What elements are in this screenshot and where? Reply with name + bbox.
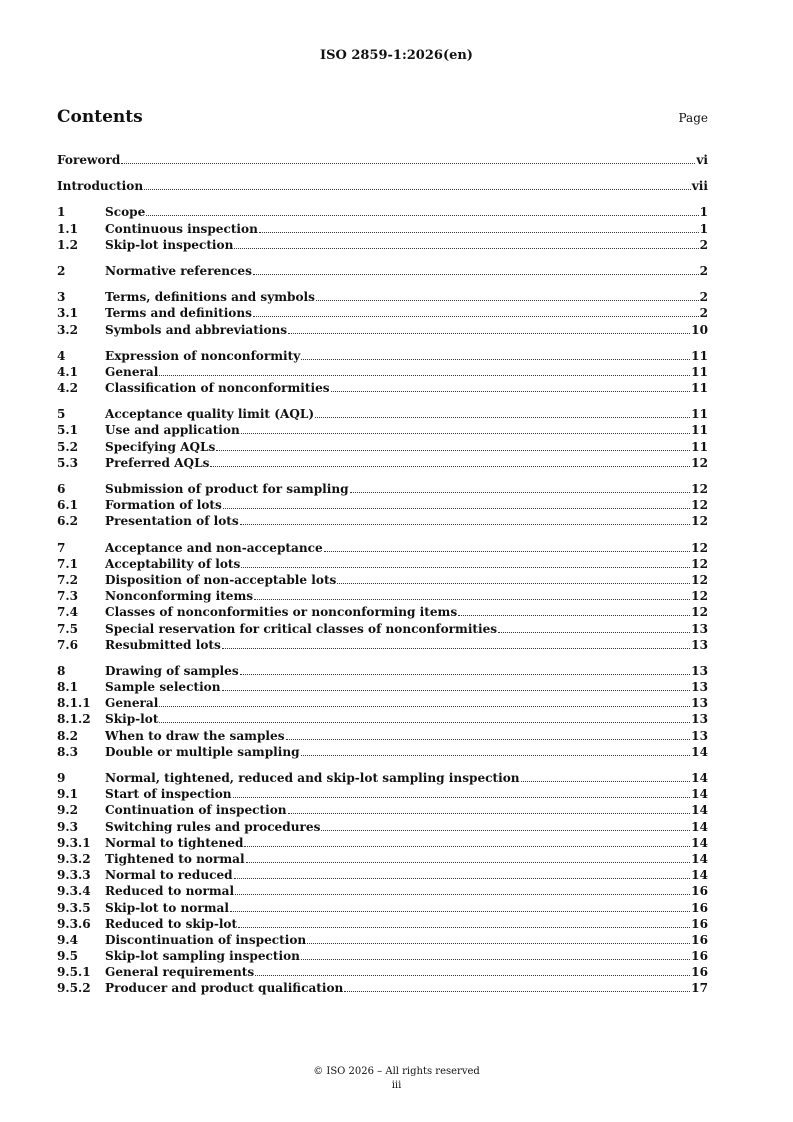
- toc-entry-page: 11: [691, 407, 708, 422]
- toc-entry-number: 8.1.1: [57, 696, 91, 711]
- toc-entry-page: 16: [691, 932, 708, 947]
- toc-entry-title: Double or multiple sampling: [105, 744, 300, 759]
- toc-dot-leader: [259, 231, 699, 233]
- toc-entry[interactable]: [57, 497, 708, 513]
- toc-entry-title: General requirements: [105, 965, 255, 980]
- toc-entry-number: 8.1.2: [57, 712, 91, 727]
- toc-entry[interactable]: [57, 221, 708, 237]
- toc-entry[interactable]: [57, 540, 708, 556]
- toc-entry-title: Skip-lot inspection: [105, 237, 234, 252]
- toc-entry[interactable]: [57, 802, 708, 818]
- toc-entry-page: 16: [691, 949, 708, 964]
- toc-entry-page: 12: [691, 455, 708, 470]
- toc-entry-title: Acceptance quality limit (AQL): [105, 407, 315, 422]
- toc-entry[interactable]: [57, 455, 708, 471]
- toc-group: [57, 770, 708, 997]
- toc-entry-title: Specifying AQLs: [105, 439, 216, 454]
- toc-entry[interactable]: [57, 439, 708, 455]
- toc-dot-leader: [315, 416, 690, 418]
- toc-entry-page: 12: [691, 589, 708, 604]
- toc-entry-title: Sample selection: [105, 680, 221, 695]
- toc-dot-leader: [159, 721, 690, 723]
- toc-entry-number: 7.3: [57, 589, 79, 604]
- toc-entry[interactable]: [57, 851, 708, 867]
- toc-entry-page: 16: [691, 965, 708, 980]
- toc-entry-number: 1: [57, 205, 66, 220]
- toc-entry-title: Skip-lot: [105, 712, 159, 727]
- toc-dot-leader: [234, 247, 698, 249]
- toc-entry-number: 7.1: [57, 556, 79, 571]
- toc-group: [57, 204, 708, 253]
- toc-entry-title: Use and application: [105, 423, 240, 438]
- toc-entry-page: 2: [699, 290, 708, 305]
- toc-group: [57, 406, 708, 471]
- toc-entry-page: 13: [691, 680, 708, 695]
- toc-entry-number: 3.1: [57, 306, 79, 321]
- toc-entry-number: 9.3.3: [57, 868, 91, 883]
- toc-entry-page: 14: [691, 835, 708, 850]
- toc-entry-number: 5.3: [57, 455, 79, 470]
- toc-entry-number: 7.2: [57, 572, 79, 587]
- toc-entry-title: Reduced to skip-lot: [105, 916, 238, 931]
- toc-dot-leader: [321, 829, 690, 831]
- toc-entry[interactable]: [57, 711, 708, 727]
- toc-dot-leader: [301, 358, 690, 360]
- toc-entry-title: Drawing of samples: [105, 663, 239, 678]
- toc-entry-page: 1: [699, 205, 708, 220]
- toc-entry[interactable]: [57, 263, 708, 279]
- toc-entry-number: 5: [57, 407, 66, 422]
- toc-entry-title: Acceptance and non-acceptance: [105, 540, 323, 555]
- toc-entry-page: 16: [691, 884, 708, 899]
- toc-entry[interactable]: [57, 556, 708, 572]
- toc-entry-title: Acceptability of lots: [105, 556, 241, 571]
- contents-heading: Contents: [57, 107, 143, 127]
- toc-entry-number: 9.5.2: [57, 981, 91, 996]
- toc-entry[interactable]: [57, 819, 708, 835]
- toc-entry-number: 7: [57, 540, 66, 555]
- toc-entry-page: vii: [691, 179, 708, 194]
- toc-entry-title: Skip-lot to normal: [105, 900, 229, 915]
- toc-entry[interactable]: [57, 178, 708, 194]
- toc-entry-page: 12: [691, 514, 708, 529]
- toc-entry-page: 12: [691, 572, 708, 587]
- toc-dot-leader: [241, 566, 690, 568]
- toc-entry-number: 8.3: [57, 744, 79, 759]
- toc-entry-number: 4.2: [57, 381, 79, 396]
- toc-entry-page: 14: [691, 851, 708, 866]
- toc-dot-leader: [223, 507, 690, 509]
- toc-entry-title: Classification of nonconformities: [105, 381, 330, 396]
- toc-entry[interactable]: [57, 305, 708, 321]
- toc-entry-page: 11: [691, 423, 708, 438]
- toc-entry-page: 11: [691, 348, 708, 363]
- toc-dot-leader: [216, 449, 690, 451]
- toc-dot-leader: [350, 491, 691, 493]
- toc-entry[interactable]: [57, 770, 708, 786]
- toc-entry-number: 6: [57, 482, 66, 496]
- toc-dot-leader: [458, 614, 690, 616]
- toc-entry[interactable]: [57, 621, 708, 637]
- toc-entry-page: 2: [699, 263, 708, 278]
- toc-dot-leader: [240, 673, 691, 675]
- toc-entry[interactable]: [57, 513, 708, 529]
- toc-dot-leader: [234, 877, 691, 879]
- toc-entry[interactable]: [57, 728, 708, 744]
- document-header: ISO 2859-1:2026(en): [320, 48, 473, 63]
- toc-entry-title: Classes of nonconformities or nonconforming items: [105, 605, 458, 620]
- toc-entry[interactable]: [57, 883, 708, 899]
- toc-entry[interactable]: [57, 406, 708, 422]
- toc-group: [57, 348, 708, 397]
- toc-entry-title: Formation of lots: [105, 498, 222, 513]
- toc-entry-number: 1.2: [57, 237, 79, 252]
- toc-entry-number: 9.5: [57, 949, 79, 964]
- toc-dot-leader: [301, 754, 691, 756]
- toc-entry-title: Disposition of non-acceptable lots: [105, 572, 337, 587]
- toc-entry-number: 9.3.6: [57, 916, 91, 931]
- toc-entry-title: Switching rules and procedures: [105, 819, 321, 834]
- toc-entry-number: 4: [57, 348, 66, 363]
- toc-dot-leader: [238, 926, 690, 928]
- toc-entry-page: 16: [691, 900, 708, 915]
- toc-entry-number: 8.2: [57, 728, 79, 743]
- toc-entry-title: Symbols and abbreviations: [105, 322, 288, 337]
- toc-group: [57, 289, 708, 338]
- toc-entry-page: 12: [691, 482, 708, 496]
- toc-entry-page: 14: [691, 744, 708, 759]
- toc-entry-title: Reduced to normal: [105, 884, 235, 899]
- toc-entry-page: 13: [691, 621, 708, 636]
- toc-dot-leader: [521, 780, 691, 782]
- toc-dot-leader: [254, 598, 690, 600]
- toc-entry-title: Expression of nonconformity: [105, 348, 301, 363]
- toc-entry-page: 2: [699, 237, 708, 252]
- toc-entry[interactable]: [57, 948, 708, 964]
- toc-entry[interactable]: [57, 322, 708, 338]
- toc-entry-page: 11: [691, 439, 708, 454]
- toc-entry-number: 5.2: [57, 439, 79, 454]
- toc-entry-number: 7.4: [57, 605, 79, 620]
- toc-dot-leader: [244, 845, 690, 847]
- toc-dot-leader: [324, 550, 690, 552]
- toc-entry-page: 14: [691, 787, 708, 802]
- toc-dot-leader: [222, 689, 691, 691]
- toc-entry[interactable]: [57, 663, 708, 679]
- toc-entry-number: 7.5: [57, 621, 79, 636]
- toc-dot-leader: [255, 974, 690, 976]
- toc-entry[interactable]: [57, 964, 708, 980]
- toc-dot-leader: [307, 942, 690, 944]
- toc-entry[interactable]: [57, 348, 708, 364]
- toc-entry-page: 12: [691, 556, 708, 571]
- toc-dot-leader: [316, 299, 699, 301]
- toc-entry[interactable]: [57, 364, 708, 380]
- toc-entry-title: Special reservation for critical classes of nonconformities: [105, 621, 498, 636]
- toc-entry-title: Foreword: [57, 153, 121, 167]
- toc-entry[interactable]: [57, 588, 708, 604]
- toc-entry-title: Presentation of lots: [105, 514, 239, 529]
- toc-entry[interactable]: [57, 679, 708, 695]
- toc-entry-page: 12: [691, 605, 708, 620]
- toc-entry-title: Preferred AQLs: [105, 455, 210, 470]
- toc-entry-number: 9.3.1: [57, 835, 91, 850]
- toc-entry-title: Continuation of inspection: [105, 803, 287, 818]
- toc-dot-leader: [222, 647, 690, 649]
- toc-entry-number: 9.5.1: [57, 965, 91, 980]
- toc-entry-title: Discontinuation of inspection: [105, 932, 307, 947]
- toc-entry-page: 2: [699, 306, 708, 321]
- toc-entry-title: Resubmitted lots: [105, 637, 221, 652]
- toc-entry-number: 1.1: [57, 221, 79, 236]
- toc-entry-title: When to draw the samples: [105, 728, 285, 743]
- toc-entry-title: Continuous inspection: [105, 221, 258, 236]
- toc-entry-page: 14: [691, 819, 708, 834]
- toc-entry-title: Nonconforming items: [105, 589, 254, 604]
- toc-entry[interactable]: [57, 289, 708, 305]
- copyright-notice: © ISO 2026 – All rights reserved: [313, 1066, 480, 1077]
- toc-entry-page: 13: [691, 712, 708, 727]
- toc-entry-title: Skip-lot sampling inspection: [105, 949, 300, 964]
- toc-entry-page: 1: [699, 221, 708, 236]
- toc-entry-page: 11: [691, 381, 708, 396]
- toc-dot-leader: [241, 432, 690, 434]
- toc-entry[interactable]: [57, 835, 708, 851]
- toc-entry-number: 9: [57, 771, 66, 785]
- toc-entry-number: 9.3: [57, 819, 79, 834]
- toc-entry-number: 9.3.4: [57, 884, 91, 899]
- toc-dot-leader: [121, 162, 695, 164]
- toc-group: [57, 178, 708, 194]
- toc-entry[interactable]: [57, 604, 708, 620]
- toc-entry-number: 8: [57, 663, 66, 678]
- toc-entry-title: Scope: [105, 205, 146, 220]
- toc-entry-number: 3: [57, 290, 66, 305]
- toc-dot-leader: [253, 315, 699, 317]
- toc-group: [57, 663, 708, 760]
- toc-dot-leader: [144, 188, 691, 190]
- toc-entry[interactable]: [57, 786, 708, 802]
- toc-entry-title: Submission of product for sampling: [105, 482, 349, 496]
- toc-group: [57, 263, 708, 279]
- toc-entry-number: 9.3.5: [57, 900, 91, 915]
- toc-entry-number: 2: [57, 263, 66, 278]
- toc-entry-page: 13: [691, 663, 708, 678]
- toc-entry-title: General: [105, 364, 159, 379]
- toc-entry[interactable]: [57, 695, 708, 711]
- toc-entry-page: 14: [691, 803, 708, 818]
- toc-dot-leader: [246, 861, 691, 863]
- toc-entry-number: 6.1: [57, 498, 79, 513]
- toc-entry-title: Normal to tightened: [105, 835, 244, 850]
- toc-entry-page: 13: [691, 696, 708, 711]
- toc-entry[interactable]: [57, 204, 708, 220]
- toc-dot-leader: [286, 738, 691, 740]
- toc-entry-number: 9.1: [57, 787, 79, 802]
- toc-group: [57, 481, 708, 530]
- toc-dot-leader: [230, 910, 690, 912]
- toc-entry-title: Normal to reduced: [105, 868, 233, 883]
- toc-entry-number: 6.2: [57, 514, 79, 529]
- toc-dot-leader: [344, 990, 690, 992]
- toc-entry[interactable]: [57, 572, 708, 588]
- toc-entry-page: 13: [691, 728, 708, 743]
- toc-dot-leader: [288, 812, 691, 814]
- toc-group: [57, 540, 708, 653]
- toc-dot-leader: [146, 214, 698, 216]
- toc-entry-page: 13: [691, 637, 708, 652]
- toc-entry-title: Terms, definitions and symbols: [105, 290, 315, 305]
- toc-entry-page: 12: [691, 540, 708, 555]
- toc-entry-title: General: [105, 696, 159, 711]
- toc-entry-page: 14: [691, 868, 708, 883]
- toc-entry-number: 7.6: [57, 637, 79, 652]
- toc-entry-page: 17: [691, 981, 708, 996]
- toc-entry[interactable]: [57, 980, 708, 996]
- toc-entry-page: 10: [691, 322, 708, 337]
- toc-entry-number: 3.2: [57, 322, 79, 337]
- toc-dot-leader: [235, 893, 690, 895]
- toc-entry[interactable]: [57, 237, 708, 253]
- toc-entry-title: Introduction: [57, 179, 144, 194]
- toc-entry[interactable]: [57, 932, 708, 948]
- toc-entry[interactable]: [57, 481, 708, 497]
- toc-entry-number: 9.3.2: [57, 851, 91, 866]
- toc-entry[interactable]: [57, 422, 708, 438]
- toc-dot-leader: [331, 390, 691, 392]
- toc-entry-title: Producer and product qualification: [105, 981, 344, 996]
- toc-entry-page: 12: [691, 498, 708, 513]
- toc-entry-page: vi: [696, 153, 708, 167]
- toc-dot-leader: [233, 796, 691, 798]
- toc-entry[interactable]: [57, 744, 708, 760]
- page-column-label: Page: [678, 111, 708, 125]
- table-of-contents: [57, 152, 708, 1007]
- toc-entry[interactable]: [57, 867, 708, 883]
- toc-dot-leader: [253, 273, 699, 275]
- toc-dot-leader: [498, 631, 690, 633]
- toc-entry-number: 4.1: [57, 364, 79, 379]
- toc-entry-page: 11: [691, 364, 708, 379]
- toc-entry-title: Start of inspection: [105, 787, 232, 802]
- page-number: iii: [391, 1080, 402, 1091]
- toc-dot-leader: [337, 582, 690, 584]
- toc-entry[interactable]: [57, 900, 708, 916]
- toc-entry-number: 9.4: [57, 932, 79, 947]
- toc-entry-title: Normative references: [105, 263, 252, 278]
- toc-entry[interactable]: [57, 637, 708, 653]
- page-footer: [0, 1065, 793, 1093]
- toc-entry[interactable]: [57, 916, 708, 932]
- toc-dot-leader: [301, 958, 690, 960]
- toc-entry-title: Tightened to normal: [105, 851, 245, 866]
- toc-entry[interactable]: [57, 380, 708, 396]
- toc-entry-page: 16: [691, 916, 708, 931]
- toc-dot-leader: [210, 465, 690, 467]
- toc-dot-leader: [240, 523, 690, 525]
- toc-entry-number: 5.1: [57, 423, 79, 438]
- toc-dot-leader: [288, 332, 690, 334]
- toc-entry[interactable]: [57, 152, 708, 168]
- toc-group: [57, 152, 708, 168]
- toc-entry-number: 9.2: [57, 803, 79, 818]
- toc-entry-page: 14: [691, 771, 708, 785]
- toc-dot-leader: [159, 374, 690, 376]
- toc-entry-number: 8.1: [57, 680, 79, 695]
- toc-dot-leader: [159, 705, 690, 707]
- toc-entry-title: Normal, tightened, reduced and skip-lot sampling inspection: [105, 771, 520, 785]
- toc-entry-title: Terms and definitions: [105, 306, 252, 321]
